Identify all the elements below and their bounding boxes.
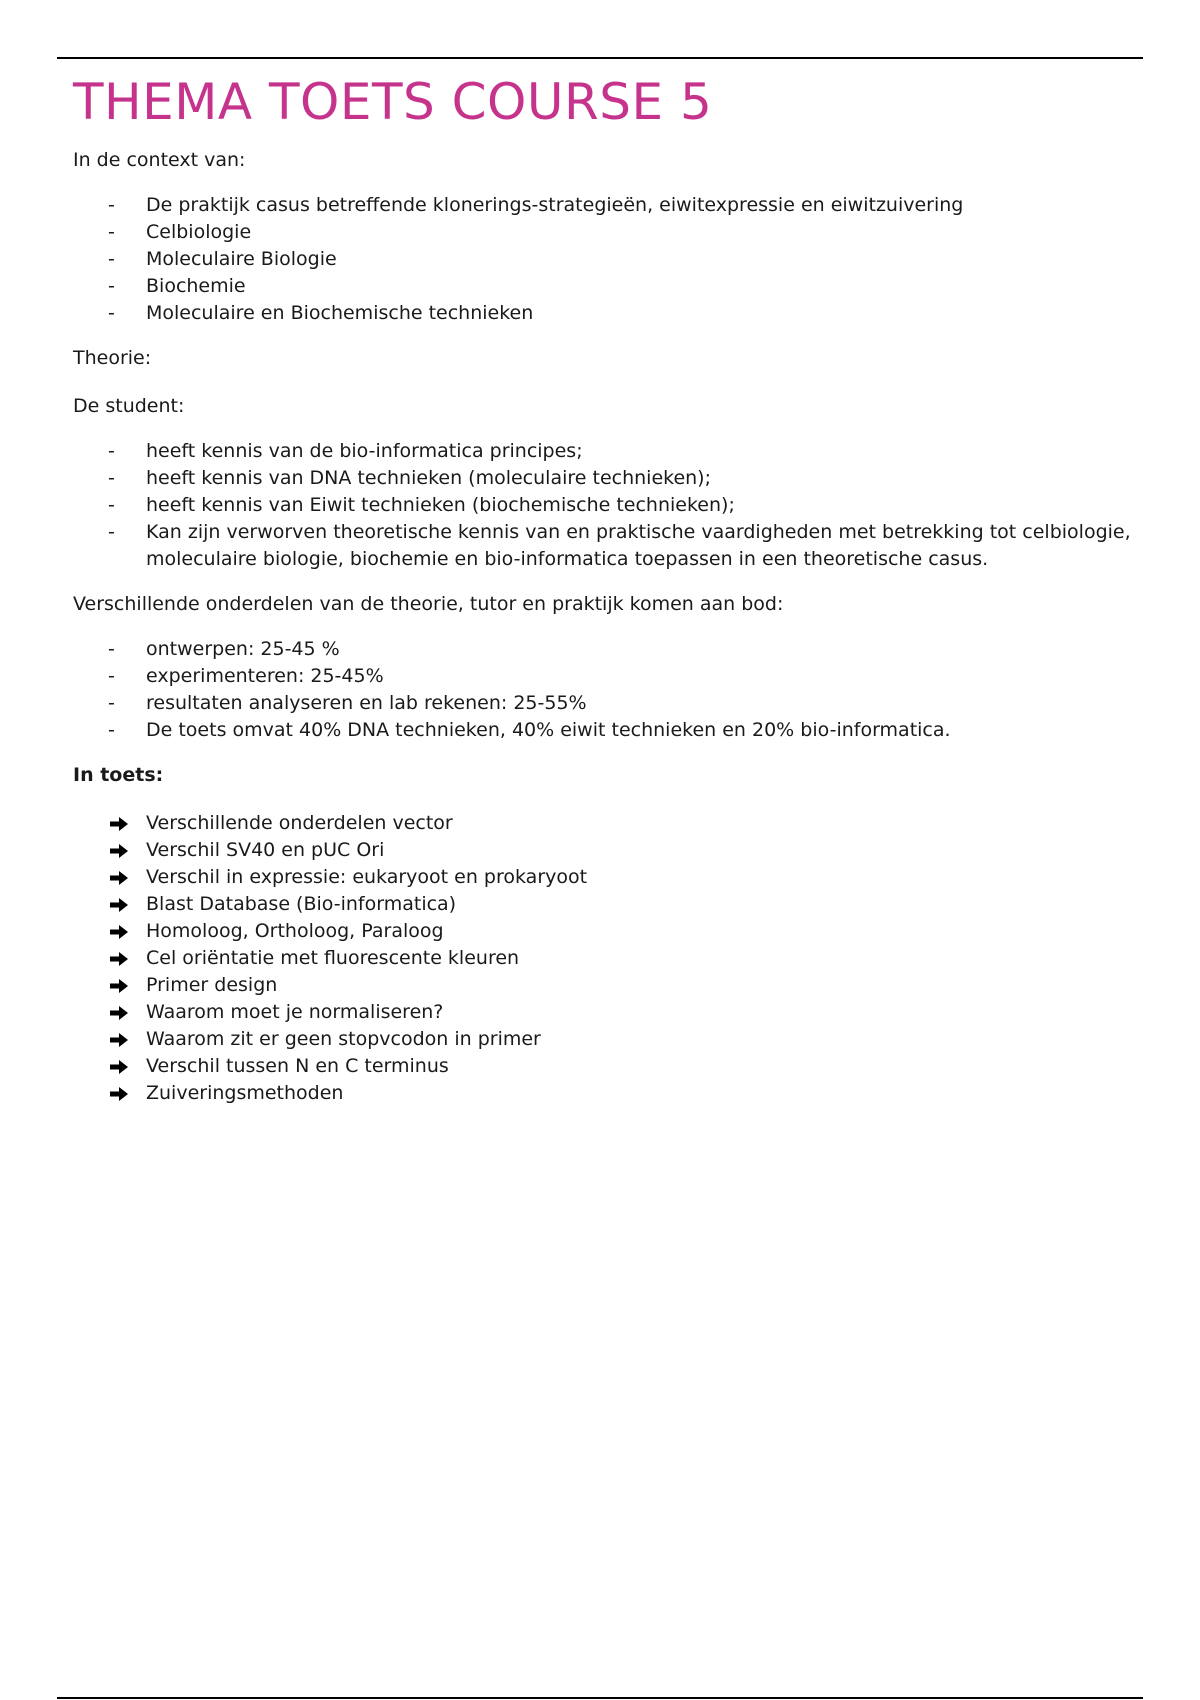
right-arrow-bullet-icon	[109, 870, 129, 886]
dash-marker: -	[108, 494, 115, 516]
list-item-text: Moleculaire Biologie	[146, 248, 337, 270]
list-item-text: ontwerpen: 25-45 %	[146, 638, 340, 660]
student-intro: De student:	[73, 395, 185, 417]
page-title: THEMA TOETS COURSE 5	[73, 73, 713, 131]
dash-marker: -	[108, 692, 115, 714]
list-item-text: heeft kennis van Eiwit technieken (biochemische technieken);	[146, 494, 735, 516]
list-item-text: Primer design	[146, 974, 278, 996]
dash-marker: -	[108, 521, 115, 543]
list-item	[73, 891, 1133, 918]
dash-marker: -	[108, 248, 115, 270]
list-item	[73, 438, 1133, 465]
list-item-text: Cel oriëntatie met fluorescente kleuren	[146, 947, 520, 969]
dash-marker: -	[108, 467, 115, 489]
list-item-text: Zuiveringsmethoden	[146, 1082, 344, 1104]
list-item	[73, 663, 1133, 690]
document-body	[73, 70, 1133, 1107]
list-item	[73, 837, 1133, 864]
list-item	[73, 810, 1133, 837]
list-item-text: Homoloog, Ortholoog, Paraloog	[146, 920, 444, 942]
right-arrow-bullet-icon	[109, 1032, 129, 1048]
list-item	[73, 1053, 1133, 1080]
list-item	[73, 465, 1133, 492]
list-item	[73, 999, 1133, 1026]
dash-marker: -	[108, 440, 115, 462]
list-item	[73, 246, 1133, 273]
parts-intro: Verschillende onderdelen van de theorie, tutor en praktijk komen aan bod:	[73, 593, 784, 615]
dash-marker: -	[108, 665, 115, 687]
list-item-text: Verschillende onderdelen vector	[146, 812, 453, 834]
list-item-text: Verschil SV40 en pUC Ori	[146, 839, 385, 861]
dash-marker: -	[108, 275, 115, 297]
theory-heading: Theorie:	[73, 347, 152, 369]
list-item-text: Biochemie	[146, 275, 246, 297]
list-item-text: resultaten analyseren en lab rekenen: 25-55%	[146, 692, 587, 714]
list-item-text: heeft kennis van DNA technieken (moleculaire technieken);	[146, 467, 711, 489]
list-item	[73, 492, 1133, 519]
right-arrow-bullet-icon	[109, 816, 129, 832]
list-item-text: De praktijk casus betreffende klonerings-strategieën, eiwitexpressie en eiwitzuivering	[146, 194, 964, 216]
right-arrow-bullet-icon	[109, 1005, 129, 1021]
list-item-text: Waarom moet je normaliseren?	[146, 1001, 444, 1023]
list-item-text: Celbiologie	[146, 221, 252, 243]
list-item-text: Verschil tussen N en C terminus	[146, 1055, 449, 1077]
in-toets-heading: In toets:	[73, 764, 164, 786]
list-item-text: Verschil in expressie: eukaryoot en prokaryoot	[146, 866, 588, 888]
list-item	[73, 690, 1133, 717]
list-item	[73, 918, 1133, 945]
bottom-rule	[57, 1697, 1143, 1699]
list-item-text: Kan zijn verworven theoretische kennis van en praktische vaardigheden met betrekking tot celbiologie, moleculaire biologie, biochemie en bio-informatica toepassen in een theoretische casus.	[146, 521, 1131, 570]
right-arrow-bullet-icon	[109, 843, 129, 859]
list-item	[73, 864, 1133, 891]
dash-marker: -	[108, 719, 115, 741]
list-item	[73, 1080, 1133, 1107]
dash-marker: -	[108, 194, 115, 216]
top-rule	[57, 57, 1143, 59]
dash-marker: -	[108, 638, 115, 660]
list-item	[73, 300, 1133, 327]
dash-marker: -	[108, 221, 115, 243]
right-arrow-bullet-icon	[109, 1059, 129, 1075]
list-item	[73, 717, 1133, 744]
right-arrow-bullet-icon	[109, 951, 129, 967]
list-item	[73, 636, 1133, 663]
in-toets-list	[73, 810, 1133, 1107]
list-item	[73, 192, 1133, 219]
list-item-text: Moleculaire en Biochemische technieken	[146, 302, 534, 324]
parts-list	[73, 636, 1133, 744]
student-list	[73, 438, 1133, 573]
list-item	[73, 219, 1133, 246]
right-arrow-bullet-icon	[109, 1086, 129, 1102]
list-item-text: heeft kennis van de bio-informatica principes;	[146, 440, 583, 462]
list-item	[73, 945, 1133, 972]
dash-marker: -	[108, 302, 115, 324]
right-arrow-bullet-icon	[109, 897, 129, 913]
list-item	[73, 273, 1133, 300]
right-arrow-bullet-icon	[109, 978, 129, 994]
list-item	[73, 972, 1133, 999]
list-item-text: experimenteren: 25-45%	[146, 665, 384, 687]
list-item	[73, 519, 1133, 573]
list-item-text: De toets omvat 40% DNA technieken, 40% eiwit technieken en 20% bio-informatica.	[146, 719, 951, 741]
right-arrow-bullet-icon	[109, 924, 129, 940]
list-item	[73, 1026, 1133, 1053]
list-item-text: Blast Database (Bio-informatica)	[146, 893, 457, 915]
list-item-text: Waarom zit er geen stopvcodon in primer	[146, 1028, 541, 1050]
context-list	[73, 192, 1133, 327]
context-intro: In de context van:	[73, 149, 246, 171]
